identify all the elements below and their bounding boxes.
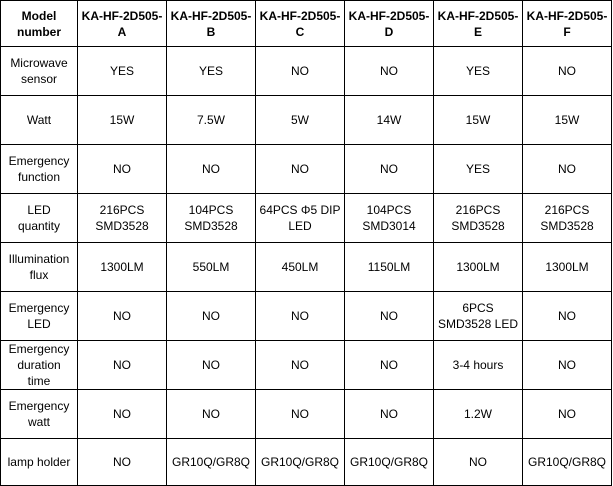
table-cell: 550LM bbox=[167, 243, 256, 292]
table-cell: NO bbox=[523, 292, 612, 341]
table-cell: 15W bbox=[523, 96, 612, 145]
table-cell: YES bbox=[167, 47, 256, 96]
table-cell: 450LM bbox=[256, 243, 345, 292]
table-cell: NO bbox=[345, 145, 434, 194]
table-cell: NO bbox=[523, 390, 612, 439]
table-cell: 104PCS SMD3014 bbox=[345, 194, 434, 243]
table-row bbox=[1, 243, 612, 292]
model-header: KA-HF-2D505-F bbox=[523, 1, 612, 47]
table-cell: 1150LM bbox=[345, 243, 434, 292]
model-header: KA-HF-2D505-A bbox=[78, 1, 167, 47]
table-row bbox=[1, 341, 612, 390]
row-label: Emergency function bbox=[1, 145, 78, 194]
row-label: Emergency duration time bbox=[1, 341, 78, 390]
table-cell: NO bbox=[78, 341, 167, 390]
table-cell: NO bbox=[167, 341, 256, 390]
row-label: LED quantity bbox=[1, 194, 78, 243]
table-cell: 1.2W bbox=[434, 390, 523, 439]
table-cell: 216PCS SMD3528 bbox=[78, 194, 167, 243]
table-cell: 14W bbox=[345, 96, 434, 145]
table-cell: NO bbox=[345, 47, 434, 96]
table-row bbox=[1, 390, 612, 439]
table-cell: NO bbox=[78, 439, 167, 486]
table-cell: YES bbox=[434, 145, 523, 194]
table-cell: 5W bbox=[256, 96, 345, 145]
table-row bbox=[1, 96, 612, 145]
row-label: Watt bbox=[1, 96, 78, 145]
table-cell: 7.5W bbox=[167, 96, 256, 145]
table-cell: NO bbox=[78, 145, 167, 194]
model-header: KA-HF-2D505-D bbox=[345, 1, 434, 47]
table-cell: NO bbox=[78, 390, 167, 439]
table-cell: GR10Q/GR8Q bbox=[345, 439, 434, 486]
table-cell: NO bbox=[167, 292, 256, 341]
table-cell: 1300LM bbox=[434, 243, 523, 292]
table-cell: NO bbox=[345, 390, 434, 439]
table-cell: NO bbox=[78, 292, 167, 341]
table-row bbox=[1, 194, 612, 243]
table-row bbox=[1, 145, 612, 194]
table-cell: YES bbox=[78, 47, 167, 96]
row-label: Microwave sensor bbox=[1, 47, 78, 96]
table-cell: NO bbox=[256, 292, 345, 341]
table-cell: 216PCS SMD3528 bbox=[523, 194, 612, 243]
table-cell: NO bbox=[523, 47, 612, 96]
table-cell: GR10Q/GR8Q bbox=[523, 439, 612, 486]
corner-header: Model number bbox=[1, 1, 78, 47]
table-cell: 216PCS SMD3528 bbox=[434, 194, 523, 243]
table-cell: GR10Q/GR8Q bbox=[256, 439, 345, 486]
table-cell: NO bbox=[345, 341, 434, 390]
table-cell: YES bbox=[434, 47, 523, 96]
table-cell: NO bbox=[523, 145, 612, 194]
table-cell: NO bbox=[256, 145, 345, 194]
model-header: KA-HF-2D505-E bbox=[434, 1, 523, 47]
table-cell: NO bbox=[256, 341, 345, 390]
row-label: lamp holder bbox=[1, 439, 78, 486]
table-cell: NO bbox=[523, 341, 612, 390]
model-header: KA-HF-2D505-B bbox=[167, 1, 256, 47]
row-label: Illumination flux bbox=[1, 243, 78, 292]
table-cell: 64PCS Φ5 DIP LED bbox=[256, 194, 345, 243]
table-cell: 1300LM bbox=[78, 243, 167, 292]
table-cell: NO bbox=[434, 439, 523, 486]
table-cell: NO bbox=[167, 145, 256, 194]
table-cell: GR10Q/GR8Q bbox=[167, 439, 256, 486]
table-cell: NO bbox=[167, 390, 256, 439]
model-header: KA-HF-2D505-C bbox=[256, 1, 345, 47]
table-cell: 3-4 hours bbox=[434, 341, 523, 390]
table-row bbox=[1, 439, 612, 486]
table-cell: NO bbox=[256, 390, 345, 439]
table-cell: 104PCS SMD3528 bbox=[167, 194, 256, 243]
table-cell: NO bbox=[256, 47, 345, 96]
table-cell: 1300LM bbox=[523, 243, 612, 292]
header-row bbox=[1, 1, 612, 47]
table-cell: 15W bbox=[78, 96, 167, 145]
table-cell: 6PCS SMD3528 LED bbox=[434, 292, 523, 341]
row-label: Emergency watt bbox=[1, 390, 78, 439]
table-row bbox=[1, 292, 612, 341]
table-cell: 15W bbox=[434, 96, 523, 145]
row-label: Emergency LED bbox=[1, 292, 78, 341]
table-row bbox=[1, 47, 612, 96]
table-body bbox=[1, 47, 612, 486]
table-cell: NO bbox=[345, 292, 434, 341]
